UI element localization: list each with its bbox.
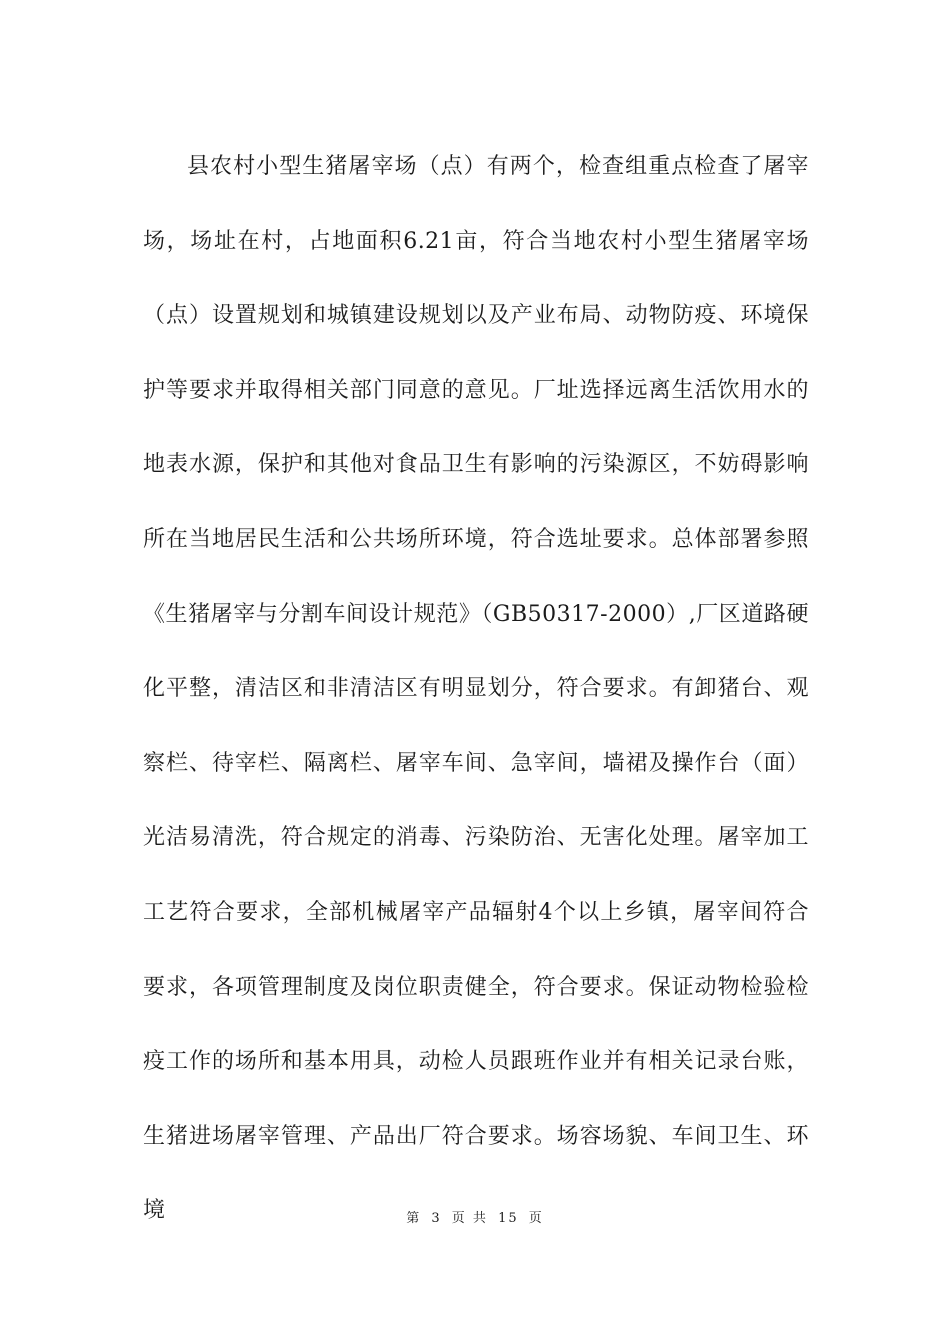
footer-middle: 页 共: [451, 1211, 488, 1226]
footer-suffix: 页: [528, 1211, 544, 1226]
footer-total-pages: 15: [498, 1211, 519, 1226]
page-footer: [0, 1207, 950, 1226]
footer-current-page: 3: [431, 1211, 442, 1226]
footer-prefix: 第: [406, 1211, 422, 1226]
body-paragraph: 县农村小型生猪屠宰场（点）有两个，检查组重点检查了屠宰场，场址在村，占地面积6.21亩，符合当地农村小型生猪屠宰场（点）设置规划和城镇建设规划以及产业布局、动物防疫、环境保护等要求并取得相关部门同意的意见。厂址选择远离生活饮用水的地表水源，保护和其他对食品卫生有影响的污染源区，不妨碍影响所在当地居民生活和公共场所环境，符合选址要求。总体部署参照《生猪屠宰与分割车间设计规范》（GB50317-2000）,厂区道路硬化平整，清洁区和非清洁区有明显划分，符合要求。有卸猪台、观察栏、待宰栏、隔离栏、屠宰车间、急宰间，墙裙及操作台（面）光洁易清洗，符合规定的消毒、污染防治、无害化处理。屠宰加工工艺符合要求，全部机械屠宰产品辐射4个以上乡镇，屠宰间符合要求，各项管理制度及岗位职责健全，符合要求。保证动物检验检疫工作的场所和基本用具，动检人员跟班作业并有相关记录台账，生猪进场屠宰管理、产品出厂符合要求。场容场貌、车间卫生、环境: [143, 154, 809, 1224]
